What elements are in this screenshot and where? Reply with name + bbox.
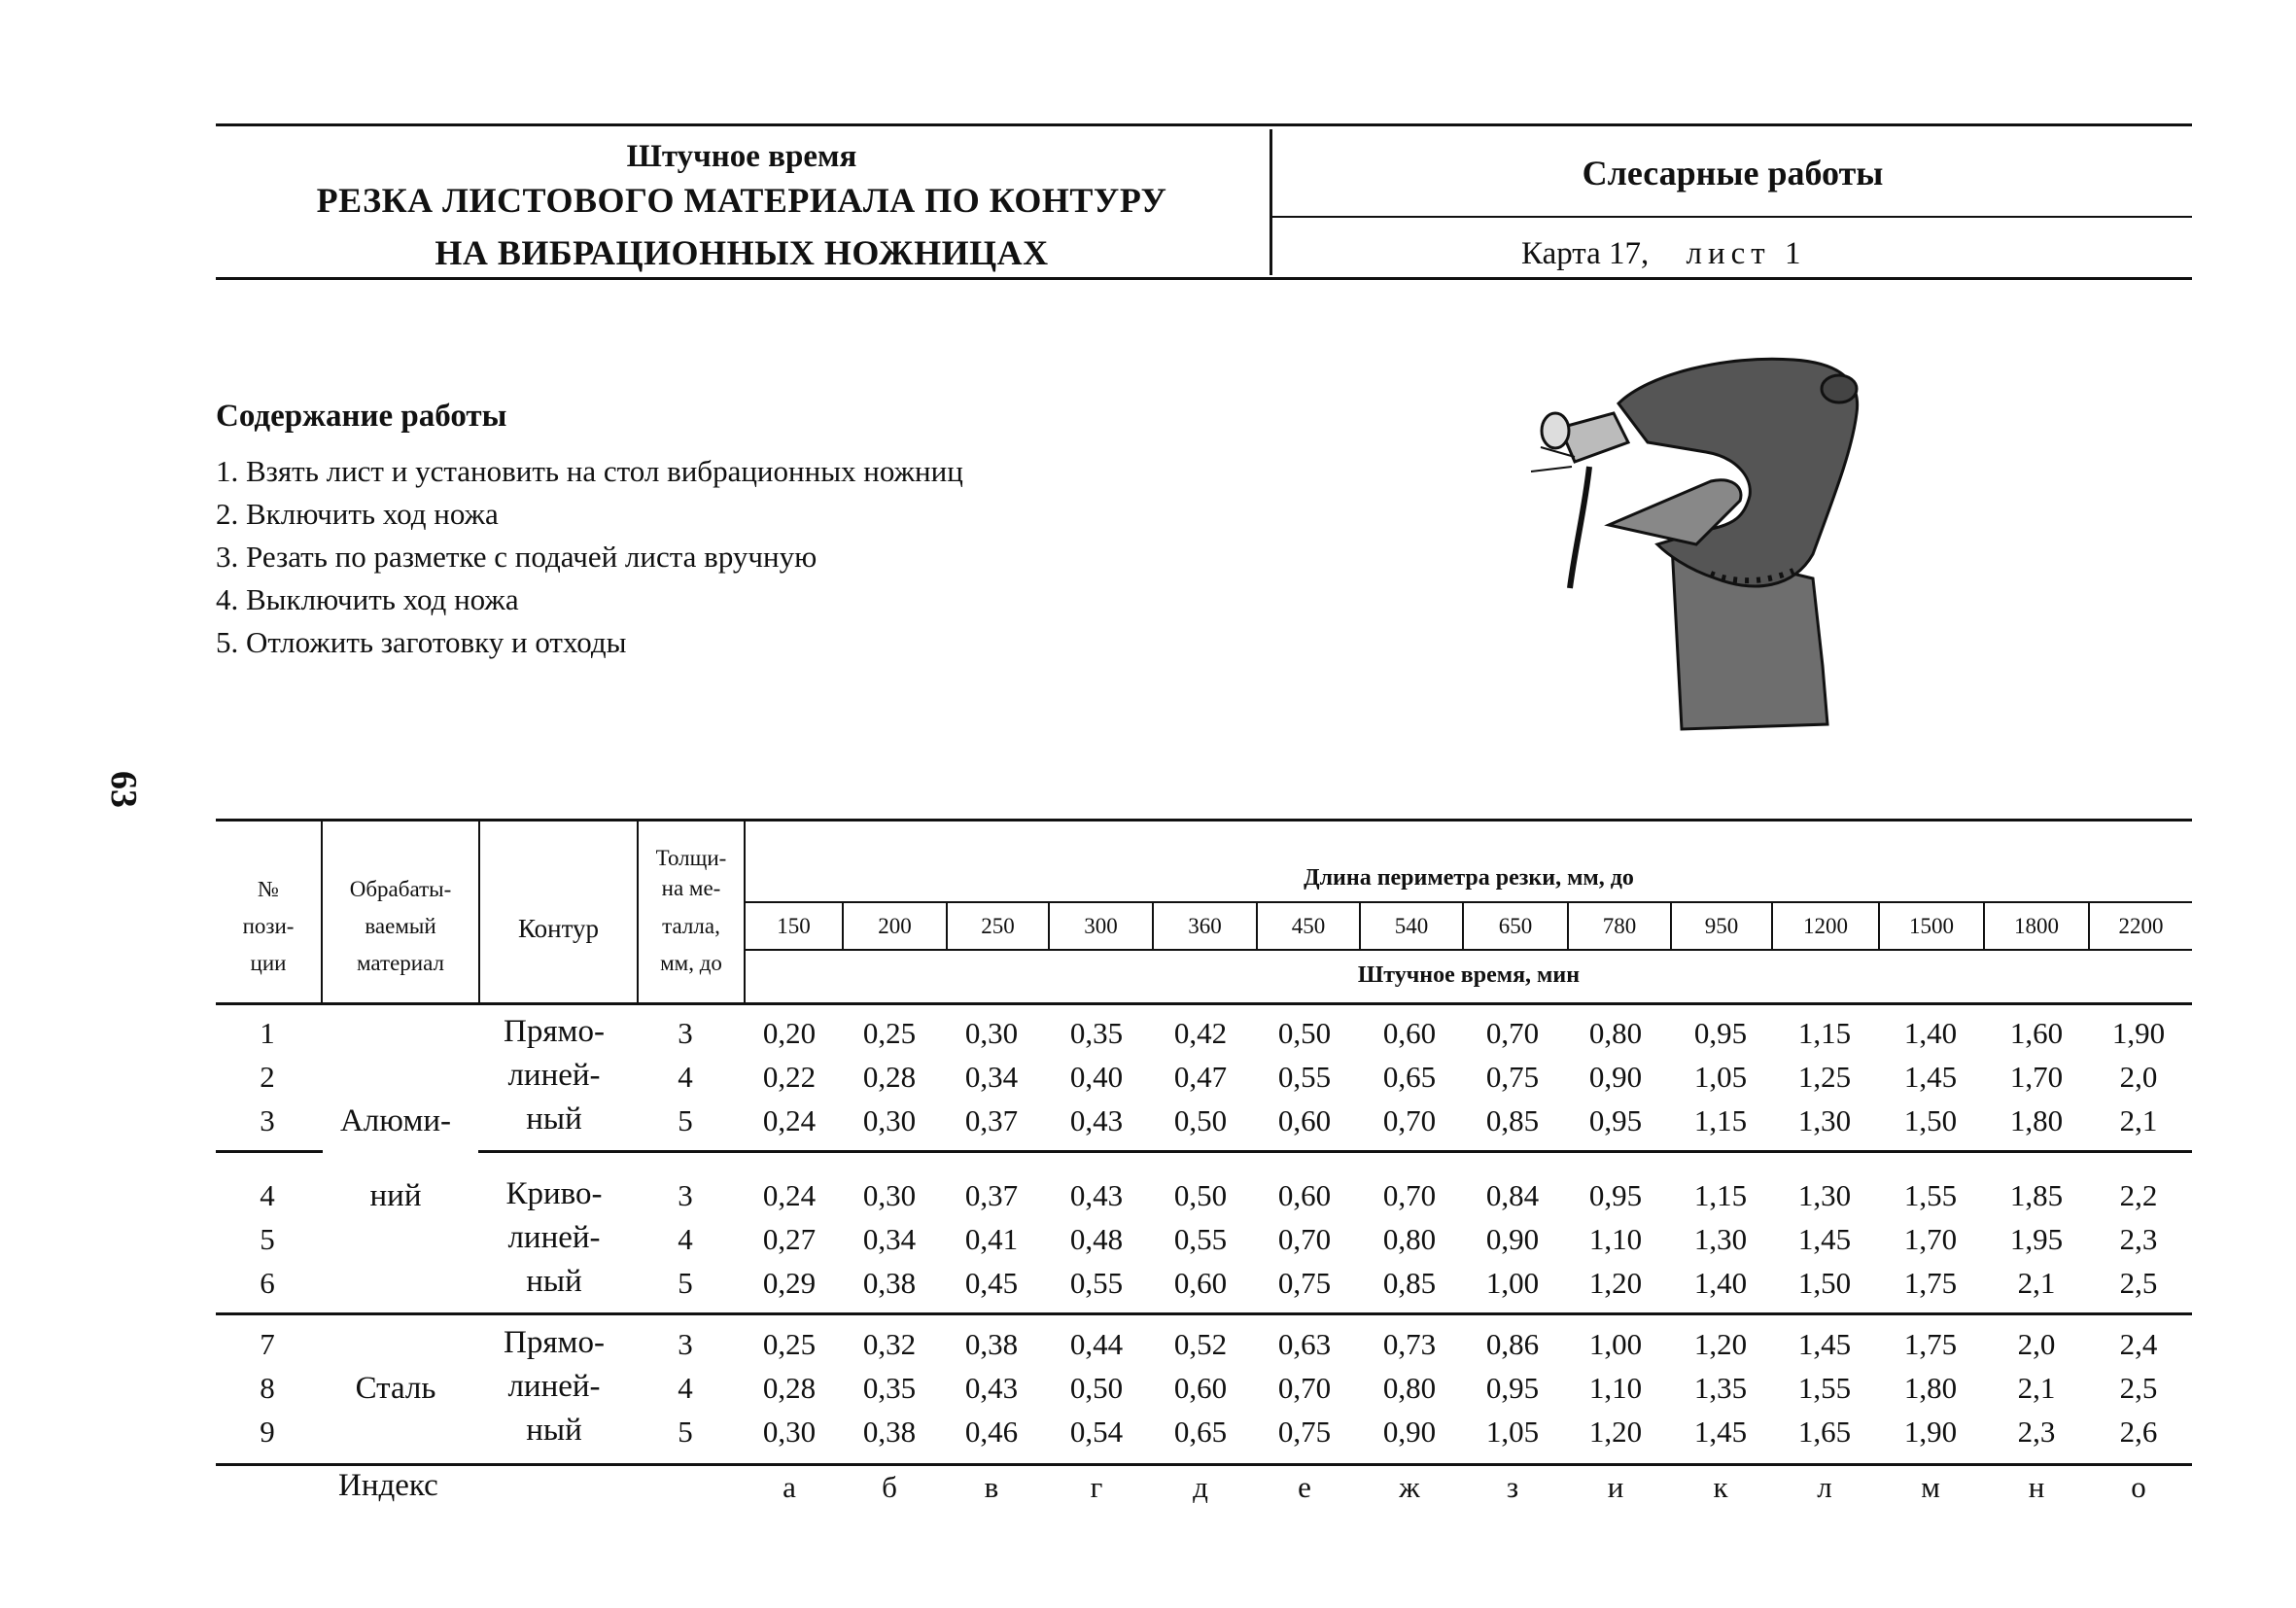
time-cell: 0,95 [1693,1016,1748,1050]
time-cell: 1,60 [2009,1016,2064,1050]
time-cell: 0,25 [762,1327,817,1361]
time-cell: 0,22 [762,1060,817,1094]
time-cell: 0,20 [762,1016,817,1050]
time-cell: 0,30 [862,1178,917,1212]
time-cell: 0,24 [762,1178,817,1212]
time-cell: 0,73 [1382,1327,1437,1361]
time-cell: 0,37 [964,1178,1019,1212]
time-cell: 0,70 [1277,1222,1332,1256]
header-thickness-2: на ме- [661,876,721,900]
time-cell: 0,37 [964,1103,1019,1137]
page-number: 63 [103,771,144,808]
time-cell: 0,29 [762,1266,817,1300]
contour-g3-2: линей- [507,1369,601,1404]
header-thickness-3: талла, [662,914,720,938]
contour-g3-1: Прямо- [504,1325,605,1360]
vibration-shears-icon [1502,345,1900,734]
step-1: 1. Взять лист и установить на стол вибрационных ножниц [216,454,963,488]
index-cell: д [1193,1470,1208,1504]
step-5: 5. Отложить заготовку и отходы [216,625,627,659]
time-cell: 1,45 [1693,1415,1748,1449]
time-cell: 0,75 [1277,1415,1332,1449]
time-cell: 0,50 [1277,1016,1332,1050]
index-cell: в [984,1470,999,1504]
time-cell: 0,47 [1173,1060,1228,1094]
time-cell: 0,90 [1588,1060,1643,1094]
perimeter-780: 780 [1602,914,1637,938]
time-cell: 2,0 [2017,1327,2056,1361]
index-cell: г [1090,1470,1103,1504]
index-cell: м [1921,1470,1940,1504]
time-cell: 2,0 [2119,1060,2158,1094]
row-8-thickness: 4 [678,1371,693,1405]
time-cell: 0,38 [862,1266,917,1300]
contour-g3-3: ный [526,1413,582,1448]
time-cell: 1,45 [1797,1327,1852,1361]
material-aluminum-2: ний [369,1178,422,1213]
contour-g2-3: ный [526,1264,582,1299]
time-cell: 0,50 [1069,1371,1124,1405]
time-cell: 0,43 [964,1371,1019,1405]
contour-g1-3: ный [526,1101,582,1136]
time-cell: 0,55 [1173,1222,1228,1256]
header-card-number: Карта 17, [1521,236,1650,271]
time-cell: 0,42 [1173,1016,1228,1050]
step-2: 2. Включить ход ножа [216,497,499,531]
time-cell: 0,30 [762,1415,817,1449]
time-cell: 0,38 [964,1327,1019,1361]
time-cell: 2,5 [2119,1371,2158,1405]
time-cell: 1,10 [1588,1371,1643,1405]
time-cell: 2,1 [2119,1103,2158,1137]
time-cell: 0,85 [1382,1266,1437,1300]
time-cell: 0,35 [862,1371,917,1405]
time-cell: 1,95 [2009,1222,2064,1256]
time-cell: 2,1 [2017,1266,2056,1300]
contour-g1-1: Прямо- [504,1014,605,1049]
index-cell: о [2131,1470,2146,1504]
row-5-num: 5 [260,1222,275,1256]
time-cell: 1,90 [1903,1415,1958,1449]
time-cell: 1,05 [1693,1060,1748,1094]
row-4-num: 4 [260,1178,275,1212]
time-cell: 1,15 [1693,1103,1748,1137]
perimeter-950: 950 [1704,914,1739,938]
time-cell: 0,70 [1277,1371,1332,1405]
time-cell: 0,84 [1485,1178,1540,1212]
header-title-line2: РЕЗКА ЛИСТОВОГО МАТЕРИАЛА ПО КОНТУРУ [316,181,1167,220]
time-cell: 0,34 [964,1060,1019,1094]
header-material-2: ваемый [365,914,436,938]
material-steel: Сталь [355,1371,436,1406]
time-cell: 1,30 [1797,1103,1852,1137]
time-cell: 2,1 [2017,1371,2056,1405]
row-1-num: 1 [260,1016,275,1050]
time-cell: 1,30 [1693,1222,1748,1256]
header-section: Слесарные работы [1582,154,1884,192]
header-thickness-4: мм, до [660,951,722,975]
time-cell: 2,5 [2119,1266,2158,1300]
header-title-line3: НА ВИБРАЦИОННЫХ НОЖНИЦАХ [435,233,1049,272]
header-thickness-1: Толщи- [655,846,727,870]
time-cell: 0,28 [862,1060,917,1094]
index-cell: н [2028,1470,2045,1504]
perimeter-200: 200 [878,914,912,938]
time-cell: 1,85 [2009,1178,2064,1212]
time-cell: 1,40 [1903,1016,1958,1050]
time-cell: 1,55 [1797,1371,1852,1405]
time-cell: 0,32 [862,1327,917,1361]
time-cell: 1,20 [1693,1327,1748,1361]
time-cell: 0,75 [1277,1266,1332,1300]
header-sheet: лист 1 [1686,236,1807,271]
time-cell: 0,86 [1485,1327,1540,1361]
time-cell: 1,45 [1903,1060,1958,1094]
time-cell: 0,28 [762,1371,817,1405]
row-9-thickness: 5 [678,1415,693,1449]
step-4: 4. Выключить ход ножа [216,582,519,616]
perimeter-360: 360 [1188,914,1222,938]
time-cell: 0,75 [1485,1060,1540,1094]
time-cell: 1,35 [1693,1371,1748,1405]
row-6-thickness: 5 [678,1266,693,1300]
time-cell: 1,50 [1903,1103,1958,1137]
time-cell: 0,41 [964,1222,1019,1256]
time-cell: 1,80 [1903,1371,1958,1405]
time-cell: 0,70 [1382,1103,1437,1137]
time-cell: 0,24 [762,1103,817,1137]
time-cell: 2,4 [2119,1327,2158,1361]
time-cell: 0,54 [1069,1415,1124,1449]
index-label: Индекс [338,1468,438,1503]
index-cell: з [1506,1470,1519,1504]
time-cell: 0,48 [1069,1222,1124,1256]
time-cell: 0,80 [1382,1222,1437,1256]
row-7-num: 7 [260,1327,275,1361]
time-cell: 1,55 [1903,1178,1958,1212]
time-cell: 1,30 [1797,1178,1852,1212]
index-cell: к [1713,1470,1728,1504]
time-cell: 0,50 [1173,1103,1228,1137]
header-material-1: Обрабаты- [349,877,452,901]
time-cell: 0,30 [964,1016,1019,1050]
time-cell: 0,63 [1277,1327,1332,1361]
row-3-num: 3 [260,1103,275,1137]
time-cell: 1,20 [1588,1266,1643,1300]
step-3: 3. Резать по разметке с подачей листа вручную [216,540,818,574]
time-cell: 1,00 [1588,1327,1643,1361]
time-cell: 1,50 [1797,1266,1852,1300]
header-contour: Контур [517,914,600,943]
time-cell: 0,52 [1173,1327,1228,1361]
time-cell: 1,80 [2009,1103,2064,1137]
time-cell: 0,90 [1382,1415,1437,1449]
header-pos-2: пози- [242,914,295,938]
index-cell: б [882,1470,897,1504]
index-cell: а [783,1470,796,1504]
time-cell: 1,25 [1797,1060,1852,1094]
index-cell: и [1607,1470,1624,1504]
time-cell: 2,3 [2119,1222,2158,1256]
time-cell: 1,40 [1693,1266,1748,1300]
time-cell: 0,90 [1485,1222,1540,1256]
time-cell: 0,60 [1173,1371,1228,1405]
time-cell: 0,34 [862,1222,917,1256]
time-cell: 1,90 [2111,1016,2166,1050]
row-9-num: 9 [260,1415,275,1449]
time-cell: 1,65 [1797,1415,1852,1449]
row-5-thickness: 4 [678,1222,693,1256]
time-cell: 0,95 [1588,1103,1643,1137]
time-cell: 0,65 [1173,1415,1228,1449]
time-cell: 1,10 [1588,1222,1643,1256]
material-aluminum-1: Алюми- [339,1103,452,1138]
time-cell: 0,55 [1277,1060,1332,1094]
time-cell: 0,60 [1277,1178,1332,1212]
time-cell: 0,30 [862,1103,917,1137]
perimeter-150: 150 [777,914,811,938]
time-cell: 0,38 [862,1415,917,1449]
header-card [1521,236,1806,272]
time-cell: 1,15 [1693,1178,1748,1212]
time-cell: 0,60 [1382,1016,1437,1050]
time-cell: 0,60 [1173,1266,1228,1300]
row-2-num: 2 [260,1060,275,1094]
header-title-line1: Штучное время [626,139,857,174]
perimeter-450: 450 [1291,914,1326,938]
index-cell: ж [1399,1470,1420,1504]
header-pos-3: ции [250,951,287,975]
perimeter-1200: 1200 [1803,914,1848,938]
perimeter-300: 300 [1084,914,1118,938]
row-4-thickness: 3 [678,1178,693,1212]
contour-g2-2: линей- [507,1220,601,1255]
perimeter-540: 540 [1394,914,1429,938]
perimeter-1800: 1800 [2014,914,2059,938]
perimeter-1500: 1500 [1909,914,1954,938]
time-cell: 1,75 [1903,1327,1958,1361]
time-cell: 0,65 [1382,1060,1437,1094]
time-cell: 0,43 [1069,1103,1124,1137]
time-cell: 1,05 [1485,1415,1540,1449]
time-cell: 1,70 [2009,1060,2064,1094]
row-7-thickness: 3 [678,1327,693,1361]
row-1-thickness: 3 [678,1016,693,1050]
time-cell: 0,80 [1588,1016,1643,1050]
time-cell: 0,80 [1382,1371,1437,1405]
header-material-3: материал [357,951,444,975]
time-cell: 1,20 [1588,1415,1643,1449]
time-cell: 0,50 [1173,1178,1228,1212]
index-cell: е [1298,1470,1311,1504]
time-cell: 0,44 [1069,1327,1124,1361]
time-cell: 1,00 [1485,1266,1540,1300]
time-cell: 0,27 [762,1222,817,1256]
time-cell: 1,70 [1903,1222,1958,1256]
time-cell: 0,45 [964,1266,1019,1300]
row-6-num: 6 [260,1266,275,1300]
time-cell: 0,46 [964,1415,1019,1449]
index-cell: л [1817,1470,1832,1504]
header-perimeter: Длина периметра резки, мм, до [1304,865,1634,891]
header-pos-1: № [258,877,279,901]
time-cell: 2,6 [2119,1415,2158,1449]
time-cell: 0,95 [1485,1371,1540,1405]
time-cell: 1,75 [1903,1266,1958,1300]
row-8-num: 8 [260,1371,275,1405]
time-cell: 0,85 [1485,1103,1540,1137]
row-2-thickness: 4 [678,1060,693,1094]
header-time: Штучное время, мин [1357,962,1581,988]
perimeter-250: 250 [981,914,1015,938]
row-3-thickness: 5 [678,1103,693,1137]
time-cell: 0,70 [1485,1016,1540,1050]
time-cell: 2,2 [2119,1178,2158,1212]
time-cell: 1,15 [1797,1016,1852,1050]
perimeter-650: 650 [1498,914,1533,938]
time-cell: 0,35 [1069,1016,1124,1050]
time-cell: 0,43 [1069,1178,1124,1212]
time-cell: 0,25 [862,1016,917,1050]
time-cell: 0,70 [1382,1178,1437,1212]
time-cell: 0,55 [1069,1266,1124,1300]
time-cell: 0,40 [1069,1060,1124,1094]
time-cell: 1,45 [1797,1222,1852,1256]
content-title: Содержание работы [216,399,507,434]
contour-g2-1: Криво- [505,1176,603,1211]
perimeter-2200: 2200 [2118,914,2164,938]
time-cell: 0,95 [1588,1178,1643,1212]
time-cell: 0,60 [1277,1103,1332,1137]
time-cell: 2,3 [2017,1415,2056,1449]
contour-g1-2: линей- [507,1058,601,1093]
